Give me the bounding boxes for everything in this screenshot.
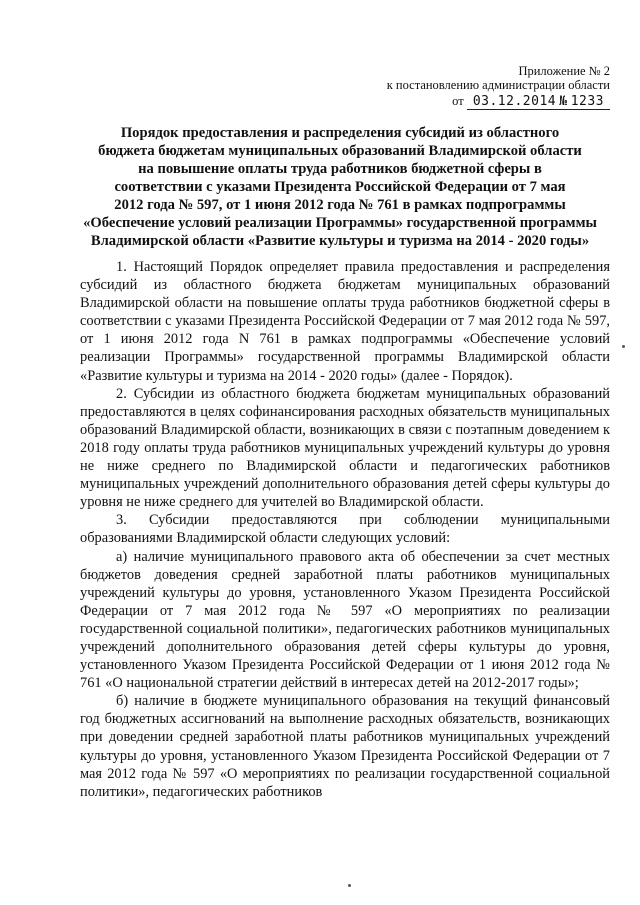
document-title: [70, 124, 610, 250]
document-body: [80, 258, 610, 801]
paragraph-2: 2. Субсидии из областного бюджета бюджетам муниципальных образований предоставляются в целях софинансирования расходных обязательств муниципальных образований Владимирской области, возникающих в связи с поэтапным доведением к 2018 году оплаты труда работников муниципальных учреждений культуры до уровня не ниже среднего по Владимирской области и педагогических работников муниципальных учреждений дополнительного образования детей сферы культуры до уровня не ниже среднего для учителей во Владимирской области.: [80, 385, 610, 511]
appendix-label: Приложение № 2: [518, 64, 610, 78]
scan-dot: [348, 884, 351, 887]
paragraph-3: 3. Субсидии предоставляются при соблюдении муниципальными образованиями Владимирской области следующих условий:: [80, 512, 610, 547]
number-prefix: №: [559, 94, 568, 109]
date-value: 03.12.2014: [472, 94, 557, 109]
title-line: 2012 года № 597, от 1 июня 2012 года № 761 в рамках подпрограммы: [114, 197, 566, 213]
appendix-header: [290, 64, 610, 110]
title-line: на повышение оплаты труда работников бюджетной сферы в: [138, 161, 542, 177]
title-line: Порядок предоставления и распределения субсидий из областного: [120, 125, 560, 141]
date-field: [467, 94, 610, 110]
title-line: Владимирской области «Развитие культуры и туризма на 2014 - 2020 годы»: [90, 233, 590, 249]
resolution-label: к постановлению администрации области: [386, 78, 610, 92]
title-line: соответствии с указами Президента Российской Федерации от 7 мая: [114, 179, 566, 195]
title-line: «Обеспечение условий реализации Программы» государственной программы: [83, 215, 597, 231]
date-prefix: от: [452, 94, 464, 108]
paragraph-1: 1. Настоящий Порядок определяет правила предоставления и распределения субсидий из областного бюджета бюджетам муниципальных образований Владимирской области на повышение оплаты труда работников бюджетной сферы в соответствии с указами Президента Российской Федерации от 7 мая 2012 года № 597, от 1 июня 2012 года N 761 в рамках подпрограммы «Обеспечение условий реализации Программы» государственной программы Владимирской области «Развитие культуры и туризма на 2014 - 2020 годы» (далее - Порядок).: [80, 259, 610, 384]
scan-dot: [622, 345, 625, 348]
title-line: бюджета бюджетам муниципальных образований Владимирской области: [98, 143, 582, 159]
paragraph-3a: а) наличие муниципального правового акта об обеспечении за счет местных бюджетов доведения средней заработной платы работников муниципальных учреждений культуры до уровня, установленного Указом Президента Российской Федерации от 7 мая 2012 года № 597 «О мероприятиях по реализации государственной социальной политики», педагогических работников муниципальных учреждений дополнительного образования детей сферы культуры до уровня, установленного Указом Президента Российской Федерации от 1 июня 2012 года № 761 «О национальной стратегии действий в интересах детей на 2012-2017 годы»;: [80, 548, 610, 692]
paragraph-3b: б) наличие в бюджете муниципального образования на текущий финансовый год бюджетных ассигнований на выполнение расходных обязательств, возникающих при доведении средней заработной платы работников муниципальных учреждений культуры до уровня, установленного Указом Президента Российской Федерации от 7 мая 2012 года № 597 «О мероприятиях по реализации государственной социальной политики», педагогических работников: [80, 693, 610, 800]
number-value: 1233: [570, 94, 604, 109]
resolution-date-line: [290, 94, 610, 110]
